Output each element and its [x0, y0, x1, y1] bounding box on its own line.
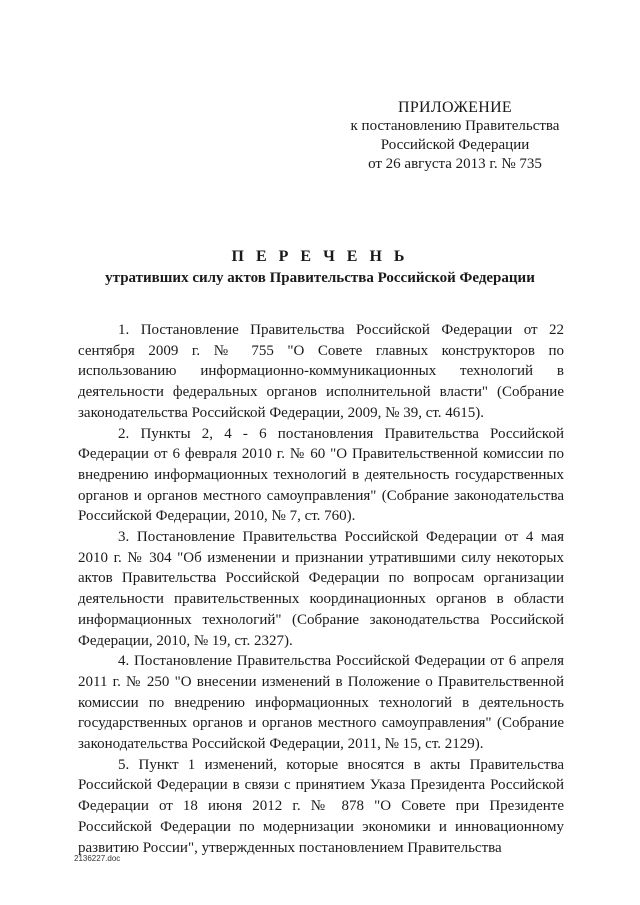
list-item-5: 5. Пункт 1 изменений, которые вносятся в акты Правительства Российской Федерации в связи с принятием Указа Президента Российской Федерации от 18 июня 2012 г. № 878 "О Совете при Президенте Российской Федерации по модернизации экономики и инновационному развитию России", утвержденных постановлением Правительства	[78, 756, 564, 856]
list-item-3: 3. Постановление Правительства Российской Федерации от 4 мая 2010 г. № 304 "Об изменении и признании утратившими силу некоторых актов Правительства Российской Федерации по вопросам организации деятельности правительственных координационных органов в области информационных технологий" (Собрание законодательства Российской Федерации, 2010, № 19, ст. 2327).	[78, 529, 564, 649]
heading-title: П Е Р Е Ч Е Н Ь	[231, 248, 409, 265]
appendix-title: ПРИЛОЖЕНИЕ	[397, 99, 512, 116]
list-item-2: 2. Пункты 2, 4 - 6 постановления Правительства Российской Федерации от 6 февраля 2010 г. № 60 "О Правительственной комиссии по внедрению информационных технологий в деятельность государственных органов и органов местного самоуправления" (Собрание законодательства Российской Федерации, 2010, № 7, ст. 760).	[78, 425, 564, 525]
appendix-block	[330, 98, 580, 174]
appendix-line-date-number: от 26 августа 2013 г. № 735	[368, 156, 542, 172]
list-item-4: 4. Постановление Правительства Российской Федерации от 6 апреля 2011 г. № 250 "О внесении изменений в Положение о Правительственной комиссии по внедрению информационных технологий в деятельность государственных органов и органов местного самоуправления" (Собрание законодательства Российской Федерации, 2011, № 15, ст. 2129).	[78, 653, 564, 753]
heading-subtitle: утративших силу актов Правительства Российской Федерации	[105, 270, 535, 286]
document-body	[78, 320, 564, 858]
appendix-line-federation: Российской Федерации	[380, 137, 530, 153]
appendix-line-resolution: к постановлению Правительства	[350, 118, 560, 134]
list-item-1: 1. Постановление Правительства Российской Федерации от 22 сентября 2009 г. № 755 "О Совете главных конструкторов по использованию информационно-коммуникационных технологий в деятельности федеральных органов исполнительной власти" (Собрание законодательства Российской Федерации, 2009, № 39, ст. 4615).	[78, 322, 564, 421]
document-heading	[80, 246, 560, 288]
footer-doc-id: 2136227.doc	[74, 854, 121, 863]
